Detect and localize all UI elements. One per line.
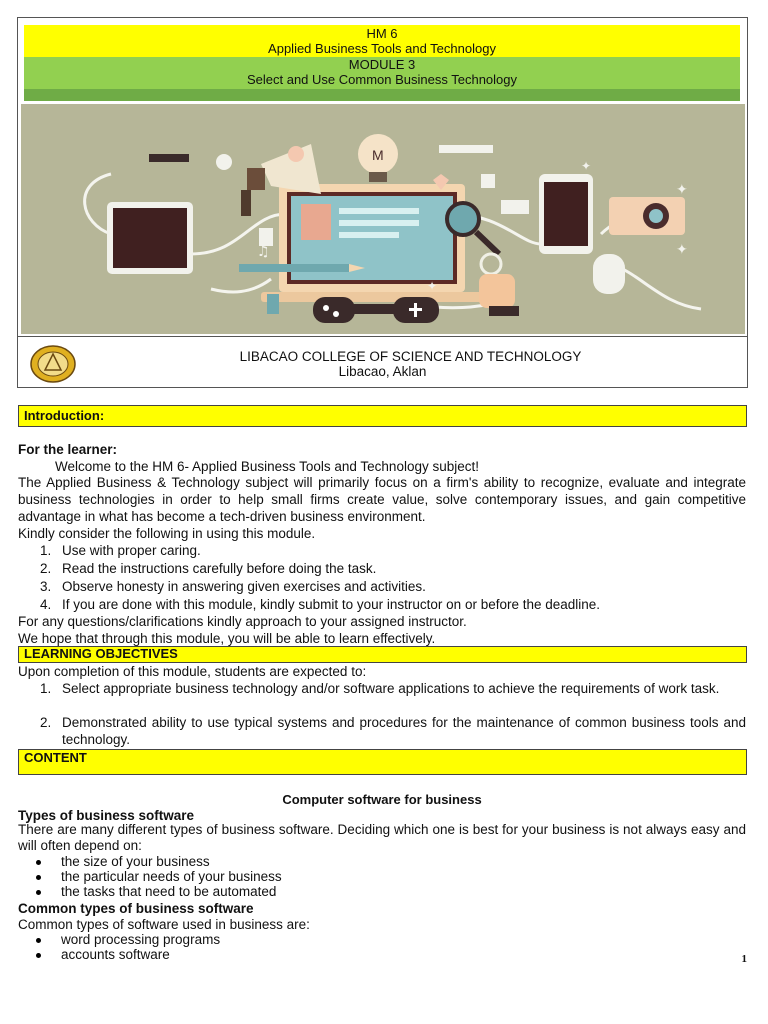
bullet-icon (36, 875, 41, 880)
bullet-icon (36, 890, 41, 895)
types-heading: Types of business software (18, 808, 195, 823)
college-info (18, 336, 747, 388)
module-header (17, 17, 748, 388)
course-title-bar (24, 25, 740, 57)
module-number: MODULE 3 (348, 57, 416, 72)
list-item: accounts software (36, 947, 170, 962)
for-learner-label: For the learner: (18, 442, 118, 457)
list-item: 1. Use with proper caring. (40, 543, 201, 558)
college-name-block (18, 349, 747, 379)
pen-icon (239, 264, 365, 272)
introduction-heading: Introduction: (18, 405, 747, 427)
content-title: Computer software for business (282, 792, 482, 807)
types-paragraph: There are many different types of business software. Deciding which one is best for your business is not always easy and will often depend on: (18, 822, 746, 853)
module-title-bar (24, 57, 740, 89)
svg-text:✦: ✦ (581, 159, 592, 173)
bullet-icon (36, 953, 41, 958)
list-item: the size of your business (36, 854, 210, 869)
list-item: 2. Read the instructions carefully before doing the task. (40, 561, 377, 576)
content-heading: CONTENT (18, 749, 747, 775)
svg-text:✦: ✦ (427, 279, 438, 293)
welcome-text: Welcome to the HM 6- Applied Business Tools and Technology subject! (55, 459, 479, 474)
objectives-lead: Upon completion of this module, students are expected to: (18, 664, 367, 679)
learning-objectives-heading: LEARNING OBJECTIVES (18, 646, 747, 663)
common-types-lead: Common types of software used in business are: (18, 917, 310, 932)
svg-text:✦: ✦ (676, 182, 688, 198)
list-item: 3. Observe honesty in answering given exercises and activities. (40, 579, 426, 594)
list-item: the particular needs of your business (36, 869, 282, 884)
mouse-icon (593, 254, 625, 294)
tablet-icon (107, 202, 193, 274)
course-title: Applied Business Tools and Technology (268, 41, 496, 56)
college-location: Libacao, Aklan (338, 364, 427, 379)
objective-item: 2. Demonstrated ability to use typical systems and procedures for the maintenance of common business tools and technology. (40, 715, 746, 747)
list-item: the tasks that need to be automated (36, 884, 276, 899)
module-title: Select and Use Common Business Technology (246, 72, 518, 87)
smartphone-icon (539, 174, 593, 254)
bullet-icon (36, 860, 41, 865)
questions-text: For any questions/clarifications kindly approach to your assigned instructor. (18, 614, 467, 629)
svg-text:♫: ♫ (257, 244, 270, 260)
technology-banner-image (21, 104, 745, 334)
svg-text:M: M (372, 147, 384, 163)
camera-icon (609, 197, 685, 235)
objective-item: 1. Select appropriate business technology and/or software applications to achieve the requirements of work task. (40, 681, 720, 696)
divider-bar (24, 89, 740, 101)
business-technology-illustration (21, 104, 745, 334)
college-name: LIBACAO COLLEGE OF SCIENCE AND TECHNOLOGY (239, 349, 582, 364)
list-item: 4. If you are done with this module, kindly submit to your instructor on or before the deadline. (40, 597, 601, 612)
course-code: HM 6 (366, 26, 398, 41)
page-number: 1 (741, 953, 747, 965)
svg-text:✦: ✦ (676, 242, 688, 258)
common-types-heading: Common types of business software (18, 901, 254, 916)
bullet-icon (36, 938, 41, 943)
laptop-icon (261, 184, 483, 302)
kindly-consider-text: Kindly consider the following in using this module. (18, 526, 316, 541)
intro-paragraph: The Applied Business & Technology subject will primarily focus on a firm's ability to recognize, evaluate and integrate business technologies in order to help small firms create value, solve contemporary issues, and gain competitive advantage in what has become a tech-driven business environment. (18, 475, 746, 524)
list-item: word processing programs (36, 932, 220, 947)
hope-text: We hope that through this module, you will be able to learn effectively. (18, 631, 436, 646)
